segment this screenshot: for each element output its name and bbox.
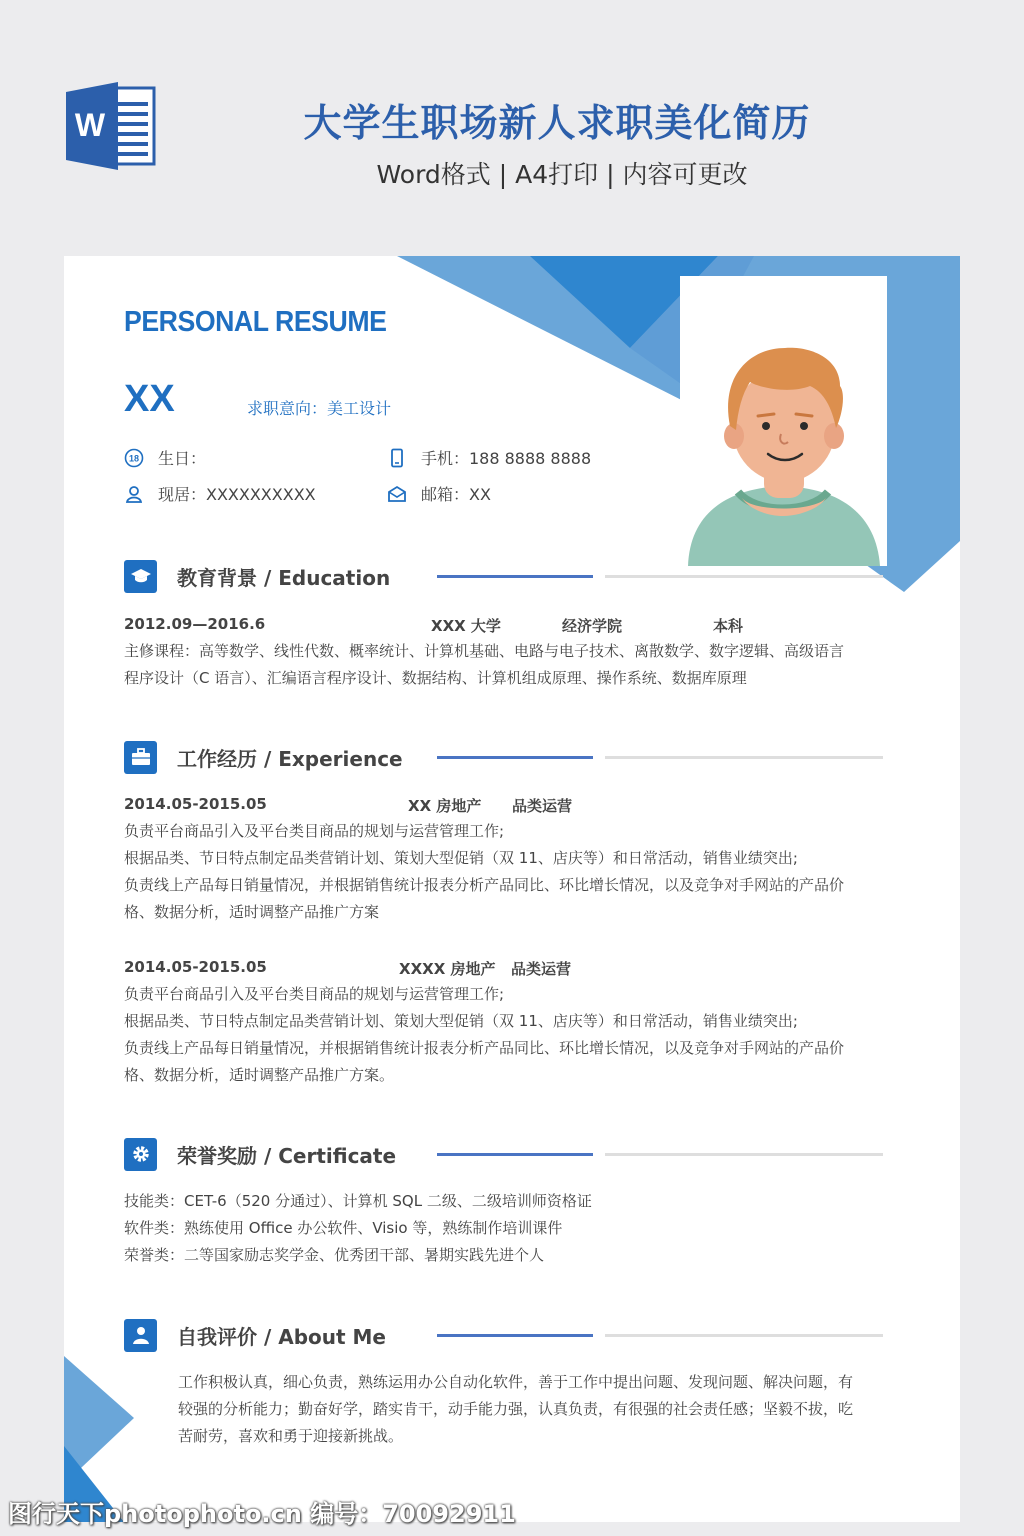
certificate-header [124, 1136, 884, 1172]
section-title: 自我评价 / About Me [177, 1324, 386, 1349]
job-period: 2014.05-2015.05 [124, 958, 267, 976]
experience-header [124, 739, 884, 775]
address-row [124, 482, 316, 505]
divider-blue [437, 575, 593, 578]
divider-blue [437, 1153, 593, 1156]
divider-grey [605, 756, 883, 759]
edu-school: XXX 大学 [431, 617, 501, 635]
banner-subtitle: Word格式 | A4打印 | 内容可更改 [376, 160, 748, 189]
briefcase-icon [124, 741, 157, 774]
section-title: 工作经历 / Experience [177, 746, 403, 771]
email-row [387, 482, 491, 505]
job-description: 负责平台商品引入及平台类目商品的规划与运营管理工作; 根据品类、节日特点制定品类营销计划、策划大型促销（双 11、店庆等）和日常活动，销售业绩突出; 负责线上产品每日销量情况，并根据销售统计报表分析产品同比、环比增长情况，以及竞争对手网站的产品价 格、数据分析，适时调整产品推广方案。 [124, 985, 845, 1084]
phone-icon [387, 448, 407, 468]
divider-grey [605, 575, 883, 578]
birthday-row [124, 446, 206, 469]
certificate-list: 技能类：CET-6（520 分通过）、计算机 SQL 二级、二级培训师资格证 软件类：熟练使用 Office 办公软件、Visio 等，熟练制作培训课件 荣誉类：二等国家励志奖学金、优秀团干部、暑期实践先进个人 [124, 1192, 592, 1264]
watermark: 图行天下photophoto.cn 编号：70092911 [8, 1500, 516, 1528]
job-description: 负责平台商品引入及平台类目商品的规划与运营管理工作; 根据品类、节日特点制定品类营销计划、策划大型促销（双 11、店庆等）和日常活动，销售业绩突出; 负责线上产品每日销量情况，并根据销售统计报表分析产品同比、环比增长情况，以及竞争对手网站的产品价 格、数据分析，适时调整产品推广方案 [124, 822, 845, 921]
profile-photo [680, 276, 887, 566]
birthday-label: 生日： [158, 449, 207, 468]
job-company: XXXX 房地产 [399, 960, 496, 978]
divider-grey [605, 1334, 883, 1337]
edu-college: 经济学院 [562, 617, 623, 635]
divider-blue [437, 756, 593, 759]
job-intent: 求职意向：美工设计 [247, 399, 392, 418]
banner-title: 大学生职场新人求职美化简历 [303, 101, 811, 145]
resume-title: PERSONAL RESUME [124, 306, 387, 338]
svg-text:18: 18 [128, 453, 140, 463]
graduation-cap-icon [124, 560, 157, 593]
phone-row [387, 446, 591, 469]
phone-label: 手机：188 8888 8888 [421, 449, 592, 468]
divider-blue [437, 1334, 593, 1337]
applicant-name: XX [124, 378, 175, 420]
section-title: 教育背景 / Education [177, 565, 391, 590]
svg-text:W: W [74, 107, 106, 143]
about-header [124, 1317, 884, 1353]
gear-icon [124, 1138, 157, 1171]
job-company: XX 房地产 [408, 797, 482, 815]
email-label: 邮箱：XX [421, 485, 491, 504]
edu-period: 2012.09—2016.6 [124, 615, 266, 633]
job-period: 2014.05-2015.05 [124, 795, 267, 813]
edu-degree: 本科 [713, 617, 744, 635]
divider-grey [605, 1153, 883, 1156]
job-role: 品类运营 [512, 797, 573, 815]
about-text: 工作积极认真，细心负责，熟练运用办公自动化软件，善于工作中提出问题、发现问题、解决问题，有 较强的分析能力；勤奋好学，踏实肯干，动手能力强，认真负责，有很强的社会责任感；坚毅不拔，吃 苦耐劳，喜欢和勇于迎接新挑战。 [178, 1373, 854, 1445]
resume-page [64, 256, 960, 1522]
location-icon [124, 484, 144, 504]
education-header [124, 558, 884, 594]
address-label: 现居：XXXXXXXXXX [158, 485, 316, 504]
mail-icon [387, 484, 407, 504]
section-title: 荣誉奖励 / Certificate [177, 1143, 397, 1168]
job-role: 品类运营 [511, 960, 572, 978]
user-icon [124, 1319, 157, 1352]
edu-courses: 主修课程：高等数学、线性代数、概率统计、计算机基础、电路与电子技术、离散数学、数字逻辑、高级语言 程序设计（C 语言）、汇编语言程序设计、数据结构、计算机组成原理、操作系统、数据库原理 [124, 642, 845, 687]
avatar-illustration [680, 276, 887, 566]
age-18-icon [124, 448, 144, 468]
